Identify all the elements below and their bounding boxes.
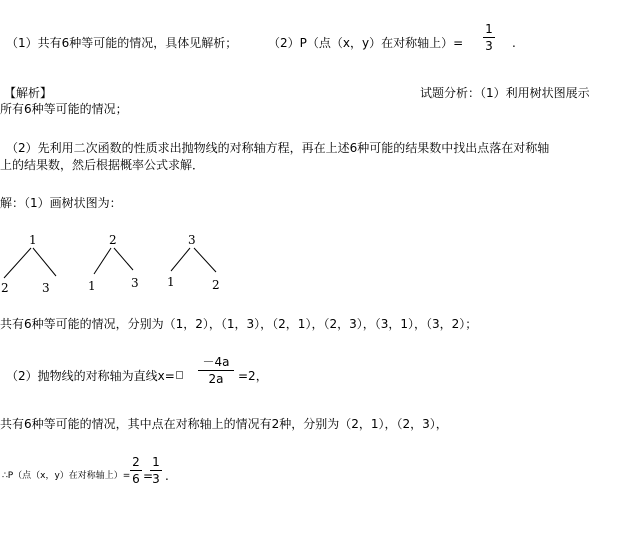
final-denominator-1: 6 xyxy=(132,472,140,486)
fraction-bar xyxy=(483,37,495,38)
tree-1-right-branch xyxy=(33,248,56,276)
tree-1-left-branch xyxy=(4,248,31,278)
answer-end: . xyxy=(512,36,516,50)
analysis-hint-tail: 所有6种等可能的情况； xyxy=(0,102,128,116)
tree-3-left-branch xyxy=(171,248,190,271)
axis-fraction xyxy=(198,355,234,386)
solution-outcomes: 共有6种等可能的情况，分别为（1，2），（1，3），（2，1），（2，3），（3，1），（3，2）； xyxy=(0,317,478,331)
final-fraction-2 xyxy=(150,455,162,486)
tree-3-left: 1 xyxy=(167,275,175,289)
analysis-step2-line1: （2）先利用二次函数的性质求出抛物线的对称轴方程，再在上述6种可能的结果数中找出点落在对称轴 xyxy=(6,141,550,155)
answer-probability-fraction xyxy=(483,22,495,53)
analysis-tag: 【解析】 xyxy=(4,86,53,100)
final-fraction-1 xyxy=(130,455,142,486)
axis-denominator: 2a xyxy=(208,372,224,386)
tree-1-right: 3 xyxy=(42,281,50,295)
final-prefix: ∴P（点（x，y）在对称轴上）= xyxy=(2,471,131,481)
tree-1 xyxy=(1,233,56,295)
tree-2-left-branch xyxy=(94,248,111,274)
tree-2-right-branch xyxy=(114,248,133,270)
final-numerator-1: 2 xyxy=(132,455,140,469)
final-fraction-bar-1 xyxy=(130,470,142,471)
missing-glyph-box xyxy=(176,371,183,379)
analysis-hint-head: 试题分析：（1）利用树状图展示 xyxy=(420,86,590,100)
on-axis-cases: 共有6种等可能的情况，其中点在对称轴上的情况有2种，分别为（2，1），（2，3）， xyxy=(0,417,448,431)
final-equals: = xyxy=(143,469,154,483)
answer-part2-label: （2）P（点（x，y）在对称轴上）= xyxy=(268,36,464,50)
fraction-denominator: 3 xyxy=(485,39,493,53)
axis-numerator: －4a xyxy=(202,355,230,369)
tree-3-root: 3 xyxy=(188,233,196,247)
tree-3-right-branch xyxy=(194,248,216,272)
axis-fraction-bar xyxy=(198,370,234,371)
tree-3-right: 2 xyxy=(212,278,220,292)
final-fraction-bar-2 xyxy=(150,470,162,471)
tree-2-right: 3 xyxy=(131,276,139,290)
tree-1-left: 2 xyxy=(1,281,9,295)
tree-2 xyxy=(88,233,139,293)
axis-prefix: （2）抛物线的对称轴为直线x= xyxy=(6,369,175,383)
final-denominator-2: 3 xyxy=(152,472,160,486)
final-numerator-2: 1 xyxy=(152,455,160,469)
tree-2-left: 1 xyxy=(88,279,96,293)
axis-suffix: =2， xyxy=(238,369,268,383)
solution-intro: 解：（1）画树状图为： xyxy=(0,196,122,210)
tree-diagrams xyxy=(0,228,630,298)
tree-3 xyxy=(167,233,220,292)
tree-2-root: 2 xyxy=(109,233,117,247)
answer-part1: （1）共有6种等可能的情况，具体见解析； xyxy=(6,36,238,50)
final-end: . xyxy=(165,469,169,483)
tree-1-root: 1 xyxy=(29,233,37,247)
analysis-step2-line2: 上的结果数，然后根据概率公式求解． xyxy=(0,158,205,172)
fraction-numerator: 1 xyxy=(485,22,493,36)
